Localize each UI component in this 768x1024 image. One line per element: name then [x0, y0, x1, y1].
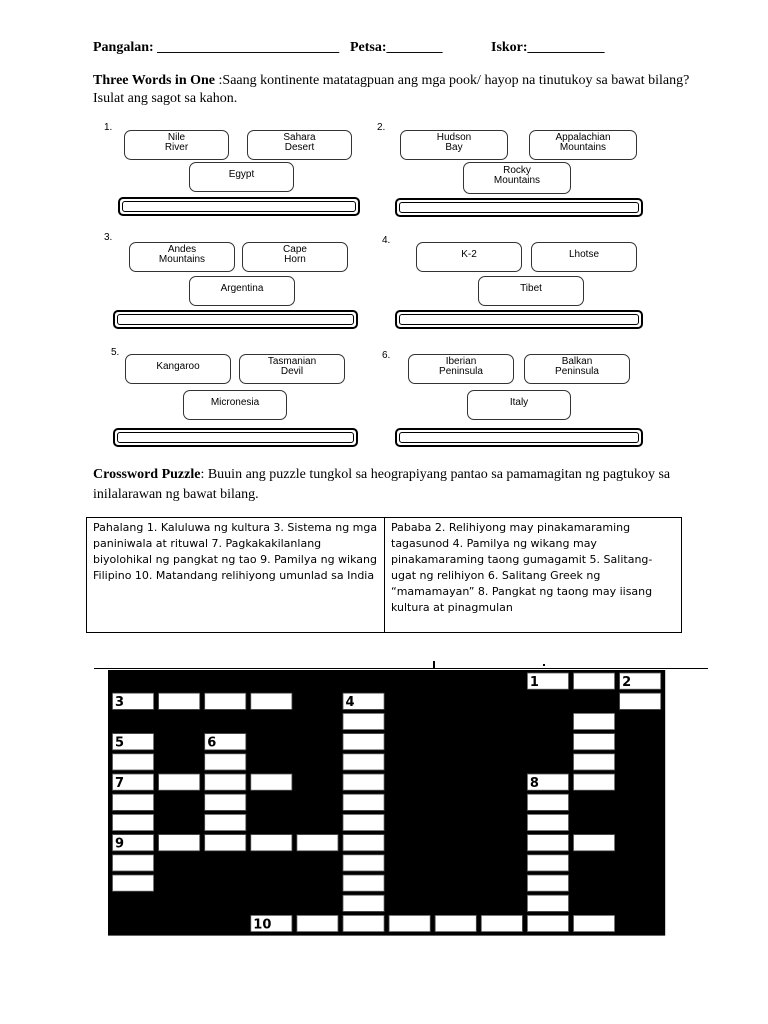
grid-cell-blocked	[297, 673, 338, 689]
grid-cell-blocked	[297, 855, 338, 871]
grid-cell-blocked	[527, 693, 568, 709]
group-number: 3.	[104, 232, 113, 243]
grid-cell-blocked	[251, 673, 292, 689]
crossword-title: Crossword Puzzle	[93, 467, 201, 482]
down-clues: Pababa 2. Relihiyong may pinakamaraming tagasunod 4. Pamilya ng wikang may pinakamaraming taong gumagamit 5. Salitang-ugat ng relihiyon 6. Salitang Greek ng “mamamayan” 8. Pangkat ng taong may iisang kultura at pinagmulan	[391, 521, 653, 614]
grid-cell-blocked	[481, 895, 522, 911]
grid-cell-blocked	[435, 794, 476, 810]
grid-clue-number: 7	[115, 776, 125, 791]
grid-cell-blocked	[251, 734, 292, 750]
grid-cell-open[interactable]	[205, 754, 246, 770]
group-number: 5.	[111, 347, 120, 358]
grid-cell-open[interactable]	[113, 814, 154, 830]
grid-cell-open[interactable]	[574, 754, 615, 770]
grid-cell-blocked	[574, 814, 615, 830]
grid-cell-open[interactable]	[527, 875, 568, 891]
grid-cell-blocked	[297, 814, 338, 830]
grid-cell-blocked	[251, 855, 292, 871]
grid-cell-blocked	[620, 875, 661, 891]
grid-cell-blocked	[620, 895, 661, 911]
clue-box: Italy	[467, 390, 571, 420]
grid-cell-blocked	[251, 875, 292, 891]
group-number: 6.	[382, 350, 391, 361]
three-words-instruction-text: :Saang kontinente matatagpuan ang mga pook/ hayop na tinutukoy sa bawat bilang? Isulat ang sagot sa kahon.	[93, 73, 690, 106]
grid-cell-open[interactable]	[113, 754, 154, 770]
grid-cell-blocked	[389, 855, 430, 871]
clue-box: Micronesia	[183, 390, 287, 420]
grid-cell-open[interactable]	[159, 835, 200, 851]
grid-cell-blocked	[297, 754, 338, 770]
grid-cell-blocked	[113, 915, 154, 931]
grid-cell-blocked	[297, 794, 338, 810]
grid-cell-blocked	[159, 875, 200, 891]
grid-cell-open[interactable]	[343, 855, 384, 871]
grid-cell-blocked	[251, 754, 292, 770]
clue-box: Rocky Mountains	[463, 162, 571, 194]
grid-cell-blocked	[435, 814, 476, 830]
grid-cell-open[interactable]	[481, 915, 522, 931]
grid-cell-blocked	[389, 835, 430, 851]
grid-cell-blocked	[620, 774, 661, 790]
grid-cell-blocked	[343, 673, 384, 689]
grid-cell-open[interactable]	[574, 713, 615, 729]
crossword-instruction-text: : Buuin ang puzzle tungkol sa heograpiyang pantao sa pamamagitan ng pagtukoy sa inilalarawan ng bawat bilang.	[93, 467, 671, 502]
grid-cell-blocked	[113, 713, 154, 729]
grid-cell-blocked	[159, 855, 200, 871]
grid-cell-blocked	[481, 774, 522, 790]
across-clues: Pahalang 1. Kaluluwa ng kultura 3. Sistema ng mga paniniwala at rituwal 7. Pagkakakilanlang biyolohikal ng pangkat ng tao 9. Pamilya ng wikang Filipino 10. Matandang relihiyong umunlad sa India	[87, 518, 385, 632]
group-number: 1.	[104, 122, 113, 133]
grid-cell-open[interactable]	[159, 693, 200, 709]
grid-cell-open[interactable]	[343, 734, 384, 750]
grid-cell-blocked	[389, 734, 430, 750]
grid-cell-blocked	[159, 814, 200, 830]
grid-cell-open[interactable]	[435, 915, 476, 931]
grid-cell-blocked	[435, 895, 476, 911]
grid-cell-open[interactable]	[574, 774, 615, 790]
grid-cell-blocked	[297, 734, 338, 750]
grid-cell-blocked	[620, 814, 661, 830]
grid-cell-blocked	[620, 734, 661, 750]
grid-cell-open[interactable]	[343, 774, 384, 790]
grid-cell-open[interactable]	[527, 895, 568, 911]
grid-cell-blocked	[481, 754, 522, 770]
grid-cell-blocked	[205, 673, 246, 689]
clue-box: Argentina	[189, 276, 295, 306]
grid-cell-blocked	[574, 855, 615, 871]
clue-box: Lhotse	[531, 242, 637, 272]
grid-cell-blocked	[435, 875, 476, 891]
grid-cell-blocked	[251, 814, 292, 830]
grid-cell-open[interactable]	[251, 835, 292, 851]
grid-clue-number: 8	[529, 776, 539, 791]
grid-cell-open[interactable]	[205, 774, 246, 790]
grid-cell-open[interactable]	[574, 734, 615, 750]
grid-cell-blocked	[481, 835, 522, 851]
grid-cell-open[interactable]	[297, 835, 338, 851]
grid-cell-blocked	[159, 713, 200, 729]
name-field-label[interactable]: Pangalan: __________________________	[93, 40, 340, 55]
grid-cell-open[interactable]	[343, 713, 384, 729]
grid-cell-blocked	[159, 794, 200, 810]
grid-cell-open[interactable]	[343, 915, 384, 931]
grid-cell-blocked	[113, 895, 154, 911]
grid-cell-blocked	[435, 734, 476, 750]
clue-box: Nile River	[124, 130, 229, 160]
grid-cell-blocked	[389, 814, 430, 830]
clue-box: Cape Horn	[242, 242, 348, 272]
grid-cell-open[interactable]	[343, 875, 384, 891]
grid-cell-open[interactable]	[343, 794, 384, 810]
grid-cell-open[interactable]	[527, 814, 568, 830]
grid-cell-blocked	[205, 855, 246, 871]
grid-cell-open[interactable]	[159, 774, 200, 790]
grid-cell-blocked	[527, 713, 568, 729]
grid-cell-open[interactable]	[620, 693, 661, 709]
grid-cell-open[interactable]	[113, 794, 154, 810]
grid-cell-blocked	[435, 754, 476, 770]
grid-cell-blocked	[113, 673, 154, 689]
grid-cell-open[interactable]	[251, 774, 292, 790]
grid-cell-open[interactable]	[343, 835, 384, 851]
grid-clue-number: 3	[115, 695, 125, 711]
grid-cell-open[interactable]	[297, 915, 338, 931]
grid-cell-blocked	[435, 835, 476, 851]
grid-cell-blocked	[389, 693, 430, 709]
grid-cell-blocked	[205, 875, 246, 891]
grid-cell-blocked	[251, 895, 292, 911]
grid-cell-open[interactable]	[527, 915, 568, 931]
clue-box: Appalachian Mountains	[529, 130, 637, 160]
grid-cell-open[interactable]	[574, 673, 615, 689]
date-field-label[interactable]: Petsa:________	[350, 40, 443, 55]
grid-cell-blocked	[481, 673, 522, 689]
grid-cell-blocked	[574, 895, 615, 911]
clue-box: Tibet	[478, 276, 584, 306]
grid-clue-number: 10	[253, 917, 272, 933]
grid-cell-blocked	[620, 855, 661, 871]
grid-cell-blocked	[620, 835, 661, 851]
clue-box: Tasmanian Devil	[239, 354, 345, 384]
grid-cell-blocked	[435, 774, 476, 790]
grid-cell-blocked	[389, 673, 430, 689]
grid-cell-blocked	[574, 875, 615, 891]
clue-box: Sahara Desert	[247, 130, 352, 160]
clue-box: Hudson Bay	[400, 130, 508, 160]
grid-cell-blocked	[205, 895, 246, 911]
grid-cell-blocked	[389, 713, 430, 729]
clue-box: Kangaroo	[125, 354, 231, 384]
clue-box: Iberian Peninsula	[408, 354, 514, 384]
clue-box: Andes Mountains	[129, 242, 235, 272]
grid-cell-blocked	[297, 693, 338, 709]
grid-cell-open[interactable]	[343, 754, 384, 770]
grid-cell-open[interactable]	[251, 693, 292, 709]
grid-cell-open[interactable]	[343, 814, 384, 830]
clue-box: Balkan Peninsula	[524, 354, 630, 384]
grid-cell-blocked	[481, 855, 522, 871]
grid-cell-open[interactable]	[527, 794, 568, 810]
grid-cell-blocked	[574, 794, 615, 810]
grid-cell-blocked	[205, 915, 246, 931]
grid-cell-open[interactable]	[205, 814, 246, 830]
grid-cell-blocked	[481, 875, 522, 891]
grid-cell-blocked	[159, 673, 200, 689]
grid-cell-blocked	[620, 794, 661, 810]
grid-cell-open[interactable]	[574, 915, 615, 931]
grid-cell-blocked	[481, 693, 522, 709]
grid-clue-number: 4	[345, 695, 355, 711]
grid-cell-blocked	[297, 895, 338, 911]
grid-cell-blocked	[389, 895, 430, 911]
grid-cell-open[interactable]	[113, 875, 154, 891]
grid-cell-blocked	[251, 713, 292, 729]
grid-cell-blocked	[435, 713, 476, 729]
grid-cell-open[interactable]	[205, 835, 246, 851]
grid-cell-blocked	[620, 754, 661, 770]
grid-cell-open[interactable]	[343, 895, 384, 911]
grid-cell-blocked	[620, 713, 661, 729]
group-number: 2.	[377, 122, 386, 133]
grid-cell-open[interactable]	[574, 835, 615, 851]
grid-cell-blocked	[297, 713, 338, 729]
grid-cell-blocked	[527, 754, 568, 770]
grid-cell-open[interactable]	[113, 855, 154, 871]
grid-cell-blocked	[251, 794, 292, 810]
grid-clue-number: 9	[115, 836, 125, 852]
grid-cell-blocked	[481, 794, 522, 810]
grid-cell-open[interactable]	[205, 693, 246, 709]
grid-cell-blocked	[481, 814, 522, 830]
grid-cell-blocked	[205, 713, 246, 729]
grid-cell-blocked	[159, 915, 200, 931]
grid-cell-blocked	[389, 794, 430, 810]
grid-clue-number: 1	[529, 675, 539, 690]
group-number: 4.	[382, 235, 391, 246]
grid-cell-open[interactable]	[527, 835, 568, 851]
grid-cell-blocked	[574, 693, 615, 709]
grid-clue-number: 6	[207, 735, 217, 751]
grid-cell-blocked	[389, 774, 430, 790]
grid-cell-open[interactable]	[205, 794, 246, 810]
grid-cell-blocked	[620, 915, 661, 931]
clue-box: Egypt	[189, 162, 294, 192]
grid-cell-blocked	[481, 713, 522, 729]
grid-clue-number: 5	[115, 735, 125, 751]
grid-clue-number: 2	[622, 675, 632, 690]
grid-cell-blocked	[159, 754, 200, 770]
grid-cell-blocked	[435, 855, 476, 871]
grid-cell-blocked	[389, 875, 430, 891]
grid-cell-blocked	[159, 734, 200, 750]
clue-box: K-2	[416, 242, 522, 272]
grid-cell-open[interactable]	[527, 855, 568, 871]
grid-cell-blocked	[435, 673, 476, 689]
grid-cell-blocked	[481, 734, 522, 750]
three-words-title: Three Words in One	[93, 73, 216, 88]
grid-cell-blocked	[527, 734, 568, 750]
score-field-label[interactable]: Iskor:___________	[491, 40, 605, 55]
grid-cell-blocked	[435, 693, 476, 709]
grid-cell-blocked	[297, 875, 338, 891]
grid-cell-blocked	[389, 754, 430, 770]
grid-cell-blocked	[297, 774, 338, 790]
grid-cell-open[interactable]	[389, 915, 430, 931]
grid-cell-blocked	[159, 895, 200, 911]
